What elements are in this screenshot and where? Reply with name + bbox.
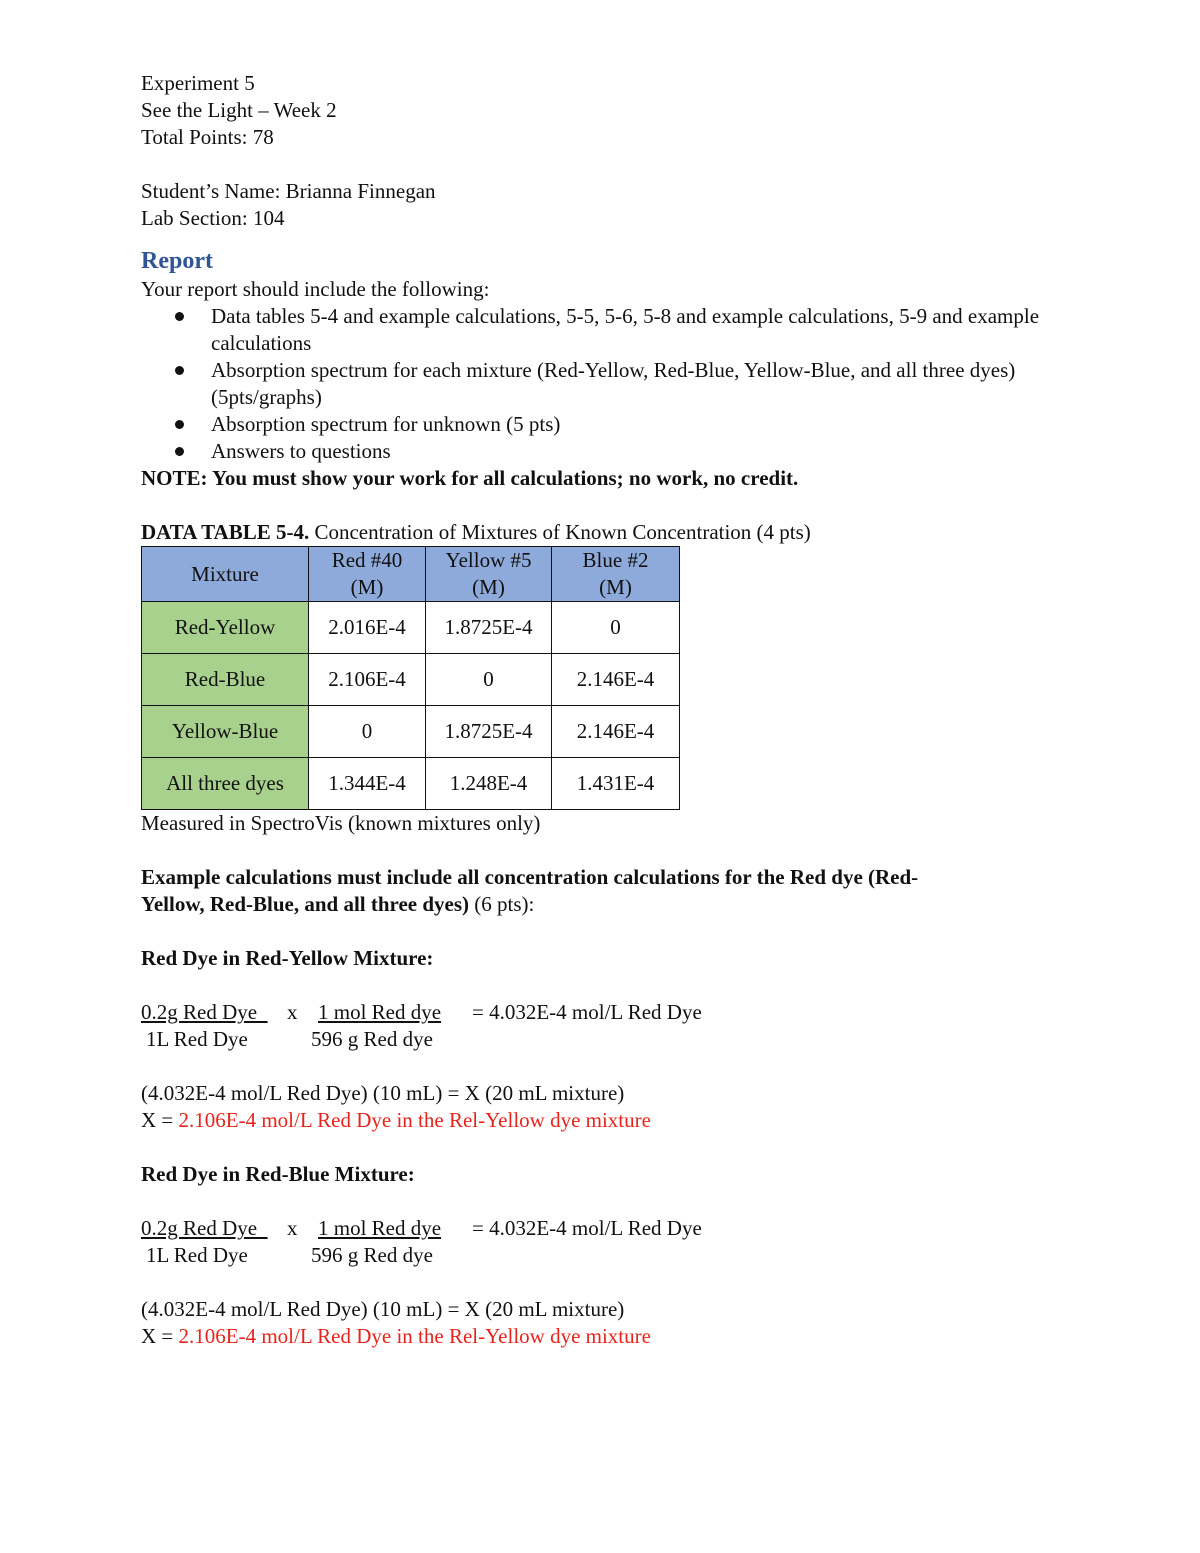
table-row — [142, 654, 680, 706]
table-cell: 1.431E-4 — [552, 758, 680, 810]
calc2-fraction: 0.2g Red Dye x 1 mol Red dye = 4.032E-4 mol/L Red Dye 1L Red Dye 596 g Red dye — [141, 1216, 702, 1267]
table-cell: 1.8725E-4 — [426, 602, 552, 654]
header-blue: Blue #2 (M) — [552, 547, 680, 602]
list-item: Absorption spectrum for each mixture (Red-Yellow, Red-Blue, Yellow-Blue, and all three dyes) (5pts/graphs) — [141, 357, 1071, 411]
experiment-title: See the Light – Week 2 — [141, 98, 337, 122]
row-label: Red-Blue — [142, 654, 309, 706]
row-label: All three dyes — [142, 758, 309, 810]
row-label: Yellow-Blue — [142, 706, 309, 758]
report-requirements-list — [141, 303, 1071, 465]
table-header-row — [142, 547, 680, 602]
list-item: Data tables 5-4 and example calculations, 5-5, 5-6, 5-8 and example calculations, 5-9 and example calculations — [141, 303, 1071, 357]
calc1-answer: X = 2.106E-4 mol/L Red Dye in the Rel-Yellow dye mixture — [141, 1108, 651, 1132]
table-cell: 0 — [309, 706, 426, 758]
example-instruction: Example calculations must include all concentration calculations for the Red dye (Red- — [141, 865, 919, 889]
calc1-equation: (4.032E-4 mol/L Red Dye) (10 mL) = X (20 mL mixture) — [141, 1081, 625, 1105]
list-item: Absorption spectrum for unknown (5 pts) — [141, 411, 1071, 438]
calc1-fraction: 0.2g Red Dye x 1 mol Red dye = 4.032E-4 mol/L Red Dye 1L Red Dye 596 g Red dye — [141, 1000, 702, 1051]
table-cell: 2.106E-4 — [309, 654, 426, 706]
table-cell: 1.344E-4 — [309, 758, 426, 810]
table-cell: 2.146E-4 — [552, 706, 680, 758]
header-yellow: Yellow #5 (M) — [426, 547, 552, 602]
table-row — [142, 758, 680, 810]
table-row — [142, 706, 680, 758]
student-name: Student’s Name: Brianna Finnegan — [141, 179, 436, 203]
total-points: Total Points: 78 — [141, 125, 274, 149]
list-item: Answers to questions — [141, 438, 1071, 465]
calc1-heading: Red Dye in Red-Yellow Mixture: — [141, 946, 434, 970]
table-cell: 2.016E-4 — [309, 602, 426, 654]
bullet-icon — [175, 366, 184, 375]
report-note: NOTE: You must show your work for all calculations; no work, no credit. — [141, 466, 799, 490]
header-mixture: Mixture — [142, 547, 309, 602]
table-cell: 0 — [426, 654, 552, 706]
table-caption: DATA TABLE 5-4. Concentration of Mixtures of Known Concentration (4 pts) — [141, 520, 811, 544]
table-row — [142, 602, 680, 654]
table-footnote: Measured in SpectroVis (known mixtures only) — [141, 811, 541, 835]
table-cell: 1.8725E-4 — [426, 706, 552, 758]
document-page — [141, 70, 1071, 1350]
table-cell: 2.146E-4 — [552, 654, 680, 706]
table-cell: 0 — [552, 602, 680, 654]
report-intro: Your report should include the following: — [141, 277, 490, 301]
data-table-5-4 — [141, 546, 680, 810]
calc2-equation: (4.032E-4 mol/L Red Dye) (10 mL) = X (20 mL mixture) — [141, 1297, 625, 1321]
bullet-icon — [175, 447, 184, 456]
example-instruction-cont: Yellow, Red-Blue, and all three dyes) (6 pts): — [141, 892, 535, 916]
calc2-answer: X = 2.106E-4 mol/L Red Dye in the Rel-Yellow dye mixture — [141, 1324, 651, 1348]
row-label: Red-Yellow — [142, 602, 309, 654]
report-heading: Report — [141, 248, 213, 274]
calc2-heading: Red Dye in Red-Blue Mixture: — [141, 1162, 415, 1186]
table-cell: 1.248E-4 — [426, 758, 552, 810]
header-red: Red #40 (M) — [309, 547, 426, 602]
bullet-icon — [175, 420, 184, 429]
experiment-label: Experiment 5 — [141, 71, 255, 95]
bullet-icon — [175, 312, 184, 321]
lab-section: Lab Section: 104 — [141, 206, 285, 230]
